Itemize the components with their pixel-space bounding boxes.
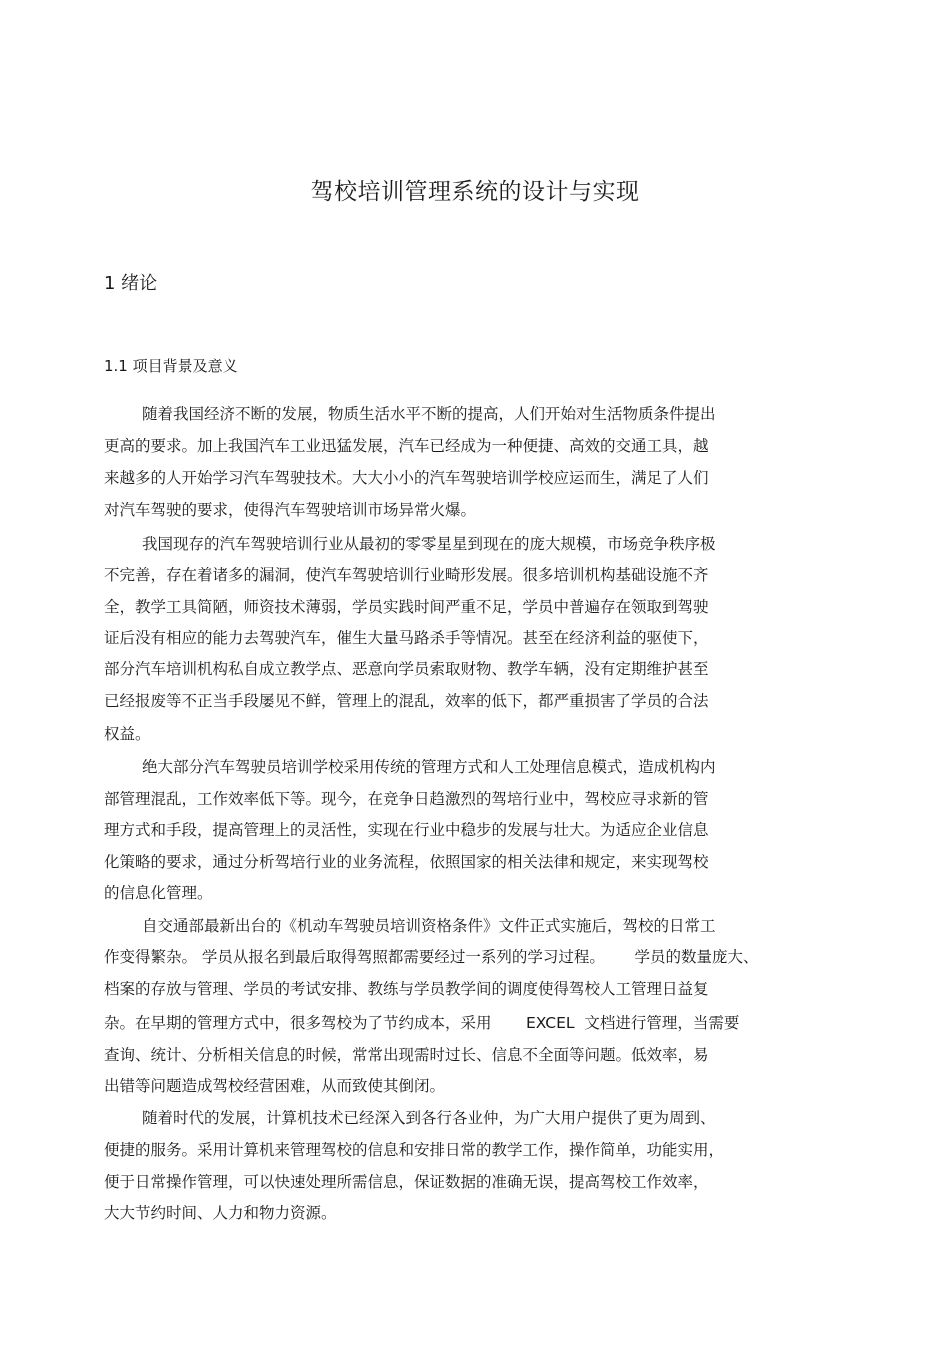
paragraph-line: 全，教学工具简陋，师资技术薄弱，学员实践时间严重不足，学员中普遍存在领取到驾驶: [104, 598, 709, 616]
paragraph-line: 对汽车驾驶的要求，使得汽车驾驶培训市场异常火爆。: [104, 501, 477, 519]
paragraph-line: 部分汽车培训机构私自成立教学点、恶意向学员索取财物、教学车辆，没有定期维护甚至: [104, 660, 709, 678]
paragraph-line: 档案的存放与管理、学员的考试安排、教练与学员教学间的调度使得驾校人工管理日益复: [104, 980, 709, 998]
section-heading-1: 1 绪论: [104, 273, 158, 294]
paragraph-line: 我国现存的汽车驾驶培训行业从最初的零零星星到现在的庞大规模，市场竞争秩序极: [142, 535, 716, 553]
paragraph-line: 出错等问题造成驾校经营困难，从而致使其倒闭。: [104, 1077, 446, 1095]
paragraph-line: 化策略的要求，通过分析驾培行业的业务流程，依照国家的相关法律和规定，来实现驾校: [104, 853, 709, 871]
paragraph-line: 查询、统计、分析相关信息的时候，常常出现需时过长、信息不全面等问题。低效率，易: [104, 1046, 709, 1064]
paragraph-line: 大大节约时间、人力和物力资源。: [104, 1204, 337, 1222]
paragraph-line: 更高的要求。加上我国汽车工业迅猛发展，汽车已经成为一种便捷、高效的交通工具，越: [104, 437, 709, 455]
paragraph-line: 已经报废等不正当手段屡见不鲜，管理上的混乱，效率的低下，都严重损害了学员的合法: [104, 692, 709, 710]
paragraph-line: 便于日常操作管理，可以快速处理所需信息，保证数据的准确无误，提高驾校工作效率，: [104, 1173, 709, 1191]
paragraph-line: 理方式和手段，提高管理上的灵活性，实现在行业中稳步的发展与壮大。为适应企业信息: [104, 821, 709, 839]
paragraph-line: 绝大部分汽车驾驶员培训学校采用传统的管理方式和人工处理信息模式，造成机构内: [142, 758, 716, 776]
paragraph-line: 杂。在早期的管理方式中，很多驾校为了节约成本，采用 EXCEL 文档进行管理，当需要: [104, 1014, 740, 1032]
paragraph-line: 随着我国经济不断的发展，物质生活水平不断的提高，人们开始对生活物质条件提出: [142, 405, 716, 423]
paragraph-line: 便捷的服务。采用计算机来管理驾校的信息和安排日常的教学工作，操作简单，功能实用，: [104, 1141, 725, 1159]
paragraph-line: 的信息化管理。: [104, 884, 213, 902]
document-title: 驾校培训管理系统的设计与实现: [310, 179, 640, 205]
paragraph-line: 部管理混乱，工作效率低下等。现今，在竞争日趋激烈的驾培行业中，驾校应寻求新的管: [104, 790, 709, 808]
paragraph-line: 随着时代的发展，计算机技术已经深入到各行各业仲，为广大用户提供了更为周到、: [142, 1109, 716, 1127]
paragraph-line: 证后没有相应的能力去驾驶汽车，催生大量马路杀手等情况。甚至在经济利益的驱使下，: [104, 629, 709, 647]
section-heading-1-1: 1.1 项目背景及意义: [104, 357, 238, 375]
paragraph-line: 权益。: [104, 725, 151, 743]
paragraph-line: 来越多的人开始学习汽车驾驶技术。大大小小的汽车驾驶培训学校应运而生，满足了人们: [104, 469, 709, 487]
paragraph-line: 自交通部最新出台的《机动车驾驶员培训资格条件》文件正式实施后，驾校的日常工: [142, 917, 716, 935]
paragraph-line: 不完善，存在着诸多的漏洞，使汽车驾驶培训行业畸形发展。很多培训机构基础设施不齐: [104, 566, 709, 584]
paragraph-line: 作变得繁杂。 学员从报名到最后取得驾照都需要经过一系列的学习过程。 学员的数量庞大、: [104, 948, 759, 966]
